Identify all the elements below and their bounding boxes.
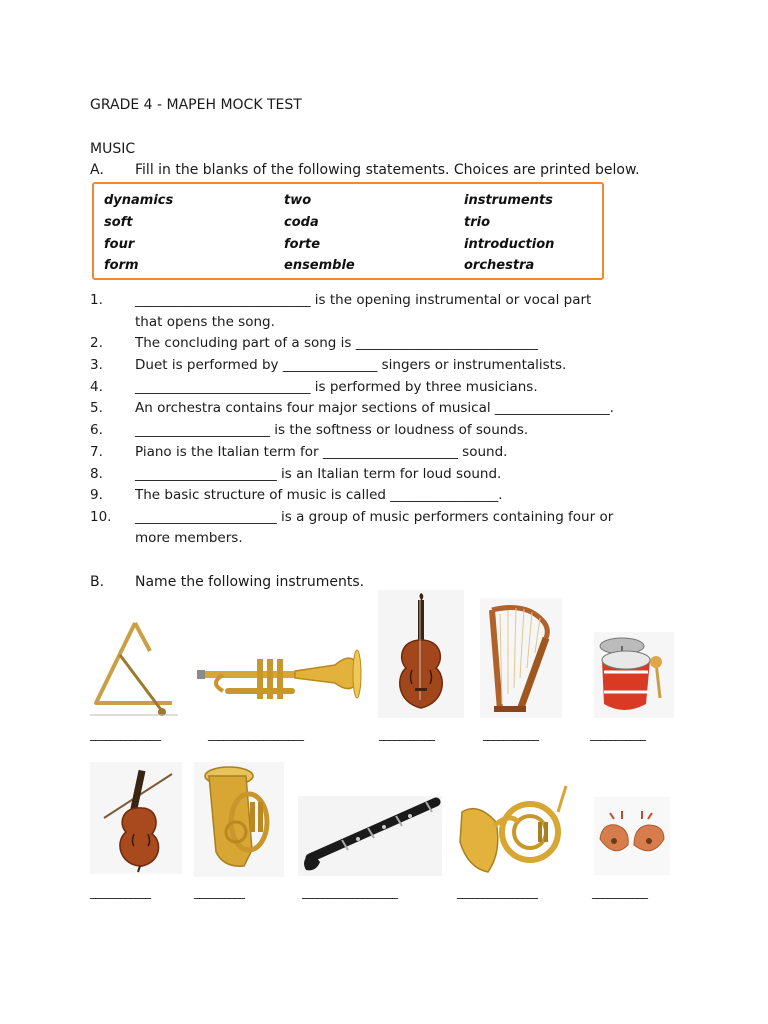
question-text: _____________________ is an Italian term for loud sound. — [135, 466, 502, 482]
answer-blank[interactable]: ___________ — [483, 727, 538, 741]
choice-word: instruments — [464, 193, 553, 208]
answer-blank[interactable]: ___________ — [590, 727, 645, 741]
french-horn-icon — [458, 782, 570, 876]
question-number: 5. — [90, 400, 103, 416]
question-text: _____________________ is a group of music performers containing four or — [135, 509, 614, 525]
question-text: Piano is the Italian term for ____________________ sound. — [135, 444, 508, 460]
choice-word: orchestra — [464, 258, 535, 273]
answer-blank[interactable]: ________________ — [457, 885, 537, 899]
part-b-label: B. — [90, 574, 105, 590]
question-text: ____________________ is the softness or loudness of sounds. — [135, 422, 529, 438]
question-number: 1. — [90, 292, 103, 308]
question-number: 7. — [90, 444, 103, 460]
question-text: Duet is performed by ______________ singers or instrumentalists. — [135, 357, 567, 373]
choice-word: introduction — [464, 237, 555, 252]
answer-blank[interactable]: __________ — [194, 885, 244, 899]
trumpet-icon — [195, 643, 363, 715]
choice-word: two — [284, 193, 312, 208]
choice-word: dynamics — [104, 193, 174, 208]
answer-blank[interactable]: ___________________ — [208, 727, 303, 741]
question-text: An orchestra contains four major sections of musical _________________. — [135, 400, 614, 416]
violin-icon — [378, 590, 464, 718]
choice-word: form — [104, 258, 139, 273]
part-a-instruction: Fill in the blanks of the following statements. Choices are printed below. — [135, 162, 640, 178]
test-title: GRADE 4 - MAPEH MOCK TEST — [90, 97, 302, 113]
answer-blank[interactable]: ______________ — [90, 727, 160, 741]
question-text: more members. — [135, 530, 243, 546]
choice-word: trio — [464, 215, 491, 230]
question-text: The concluding part of a song is ___________________________ — [135, 335, 538, 351]
answer-blank[interactable]: ____________ — [90, 885, 150, 899]
question-number: 9. — [90, 487, 103, 503]
question-number: 10. — [90, 509, 112, 525]
question-number: 4. — [90, 379, 103, 395]
part-a-label: A. — [90, 162, 104, 178]
question-text: __________________________ is performed by three musicians. — [135, 379, 538, 395]
drum-icon — [594, 632, 674, 718]
cello-icon — [90, 762, 182, 874]
question-number: 6. — [90, 422, 103, 438]
question-text: The basic structure of music is called ________________. — [135, 487, 503, 503]
choice-word: four — [104, 237, 135, 252]
harp-icon — [480, 598, 562, 718]
section-heading: MUSIC — [90, 141, 136, 157]
question-number: 2. — [90, 335, 103, 351]
answer-blank[interactable]: ___________ — [379, 727, 434, 741]
part-b-instruction: Name the following instruments. — [135, 574, 365, 590]
choice-word: soft — [104, 215, 133, 230]
choice-word: ensemble — [284, 258, 355, 273]
choices-box — [92, 182, 604, 280]
question-number: 3. — [90, 357, 103, 373]
question-number: 8. — [90, 466, 103, 482]
question-text: __________________________ is the opening instrumental or vocal part — [135, 292, 592, 308]
triangle-icon — [90, 615, 180, 720]
choice-word: forte — [284, 237, 321, 252]
tuba-icon — [194, 762, 284, 877]
answer-blank[interactable]: ___________ — [592, 885, 647, 899]
clarinet-icon — [298, 796, 442, 876]
question-text: that opens the song. — [135, 314, 275, 330]
cymbals-icon — [594, 797, 670, 875]
choice-word: coda — [284, 215, 319, 230]
answer-blank[interactable]: ___________________ — [302, 885, 397, 899]
